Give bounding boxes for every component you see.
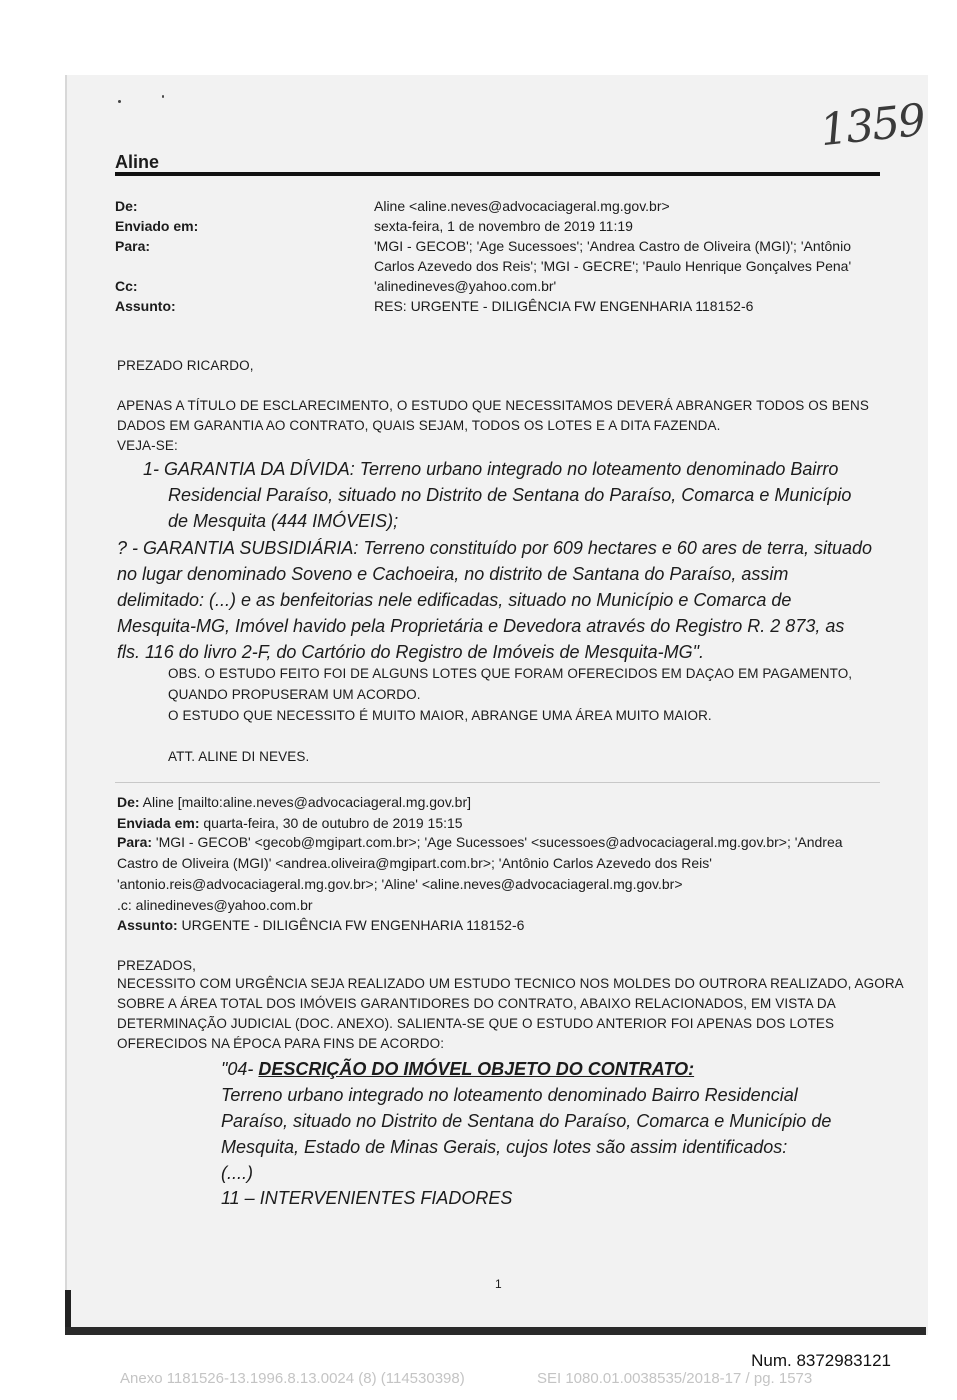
fw-to-value: 'MGI - GECOB' <gecob@mgipart.com.br>; 'Age Sucessoes' <sucessoes@advocaciageral.mg.gov.br>; 'Andrea (152, 834, 843, 850)
guarantee-item-2: Mesquita-MG, Imóvel havido pela Proprietária e Devedora através do Registro R. 2 873, as (117, 616, 845, 636)
from-value: Aline <aline.neves@advocaciageral.mg.gov.br> (374, 198, 670, 214)
guarantee-item-2: delimitado: (...) e as benfeitorias nele edificadas, situado no Município e Comarca de (117, 590, 792, 610)
guarantee-item-2: fls. 116 do livro 2-F, do Cartório do Registro de Imóveis de Mesquita-MG". (117, 642, 704, 662)
signoff: ATT. ALINE DI NEVES. (168, 749, 310, 764)
to-value-line2: Carlos Azevedo dos Reis'; 'MGI - GECRE'; 'Paulo Henrique Gonçalves Pena' (374, 258, 852, 274)
sent-value: sexta-feira, 1 de novembro de 2019 11:19 (374, 218, 633, 234)
fw-cc: .c: alinedineves@yahoo.com.br (117, 897, 313, 913)
fw-subject (117, 917, 524, 933)
fw-to-label: Para: (117, 834, 153, 850)
sent-label: Enviado em: (115, 218, 199, 234)
intro-line: APENAS A TÍTULO DE ESCLARECIMENTO, O ESTUDO QUE NECESSITAMOS DEVERÁ ABRANGER TODOS OS BENS (117, 398, 869, 413)
subject-value: RES: URGENTE - DILIGÊNCIA FW ENGENHARIA 118152-6 (374, 298, 754, 314)
fw-sent-value: quarta-feira, 30 de outubro de 2019 15:15 (199, 815, 463, 831)
quote-line: (....) (221, 1163, 253, 1183)
fw-paragraph-line: DETERMINAÇÃO JUDICIAL (DOC. ANEXO). SALIENTA-SE QUE O ESTUDO ANTERIOR FOI APENAS DOS LOTES (117, 1016, 835, 1031)
subject-label: Assunto: (115, 298, 176, 314)
fw-paragraph-line: SOBRE A ÁREA TOTAL DOS IMÓVEIS GARANTIDORES DO CONTRATO, ABAIXO RELACIONADOS, EM VISTA DA (117, 996, 836, 1011)
fw-sent-label: Enviada em: (117, 815, 200, 831)
fw-to-line2: Castro de Oliveira (MGI)' <andrea.oliveira@mgipart.com.br>; 'Antônio Carlos Azevedo dos Reis' (117, 855, 712, 871)
sender-display-name: Aline (115, 152, 160, 172)
scan-speck (162, 95, 164, 98)
page-number: 1 (495, 1277, 502, 1291)
document-number: Num. 8372983121 (751, 1351, 891, 1370)
obs-line: OBS. O ESTUDO FEITO FOI DE ALGUNS LOTES QUE FORAM OFERECIDOS EM DAÇAO EM PAGAMENTO, (168, 666, 853, 681)
guarantee-item-1: de Mesquita (444 IMÓVEIS); (168, 511, 399, 531)
quote-prefix: "04- (221, 1059, 259, 1079)
intro-line: VEJA-SE: (117, 438, 178, 453)
fw-to (117, 834, 843, 850)
guarantee-item-1: Residencial Paraíso, situado no Distrito de Sentana do Paraíso, Comarca e Município (168, 485, 852, 505)
header-rule (115, 172, 880, 176)
fw-to-line3: 'antonio.reis@advocaciageral.mg.gov.br>; 'Aline' <aline.neves@advocaciageral.mg.gov.br> (117, 876, 683, 892)
scan-bottom-edge (65, 1327, 926, 1335)
fw-greeting: PREZADOS, (117, 958, 196, 973)
quote-heading (221, 1056, 694, 1082)
fw-from-value: Aline [mailto:aline.neves@advocaciageral.mg.gov.br] (139, 794, 472, 810)
fw-sent (117, 815, 463, 831)
message-separator (115, 782, 880, 783)
handwritten-page-number: 1359 (817, 94, 927, 157)
quote-line: Terreno urbano integrado no loteamento denominado Bairro Residencial (221, 1085, 798, 1105)
from-label: De: (115, 198, 138, 214)
greeting: PREZADO RICARDO, (117, 358, 254, 373)
sei-reference: SEI 1080.01.0038535/2018-17 / pg. 1573 (537, 1370, 813, 1387)
to-label: Para: (115, 238, 151, 254)
obs-line: O ESTUDO QUE NECESSITO É MUITO MAIOR, ABRANGE UMA ÁREA MUITO MAIOR. (168, 708, 712, 723)
guarantee-item-1: 1- GARANTIA DA DÍVIDA: Terreno urbano integrado no loteamento denominado Bairro (143, 459, 839, 479)
quote-line: Mesquita, Estado de Minas Gerais, cujos lotes são assim identificados: (221, 1137, 788, 1157)
to-value-line1: 'MGI - GECOB'; 'Age Sucessoes'; 'Andrea Castro de Oliveira (MGI)'; 'Antônio (374, 238, 851, 254)
quote-line: Paraíso, situado no Distrito de Sentana do Paraíso, Comarca e Município de (221, 1111, 832, 1131)
guarantee-item-2: no lugar denominado Soveno e Cachoeira, no distrito de Santana do Paraíso, assim (117, 564, 789, 584)
fw-from (117, 794, 471, 810)
quote-line: 11 – INTERVENIENTES FIADORES (221, 1188, 513, 1208)
guarantee-item-2: ? - GARANTIA SUBSIDIÁRIA: Terreno constituído por 609 hectares e 60 ares de terra, situado (117, 538, 873, 558)
annex-reference: Anexo 1181526-13.1996.8.13.0024 (8) (114530398) (120, 1370, 465, 1387)
cc-value: 'alinedineves@yahoo.com.br' (374, 278, 557, 294)
scan-speck (118, 100, 121, 103)
obs-line: QUANDO PROPUSERAM UM ACORDO. (168, 687, 421, 702)
intro-line: DADOS EM GARANTIA AO CONTRATO, QUAIS SEJAM, TODOS OS LOTES E A DITA FAZENDA. (117, 418, 721, 433)
fw-subject-value: URGENTE - DILIGÊNCIA FW ENGENHARIA 118152-6 (177, 917, 525, 933)
fw-paragraph-line: NECESSITO COM URGÊNCIA SEJA REALIZADO UM ESTUDO TECNICO NOS MOLDES DO OUTRORA REALIZADO, AGORA (117, 976, 904, 991)
fw-paragraph-line: OFERECIDOS NA ÉPOCA PARA FINS DE ACORDO: (117, 1036, 445, 1051)
fw-from-label: De: (117, 794, 140, 810)
quote-heading-text: DESCRIÇÃO DO IMÓVEL OBJETO DO CONTRATO: (258, 1059, 695, 1079)
cc-label: Cc: (115, 278, 138, 294)
fw-subject-label: Assunto: (117, 917, 178, 933)
